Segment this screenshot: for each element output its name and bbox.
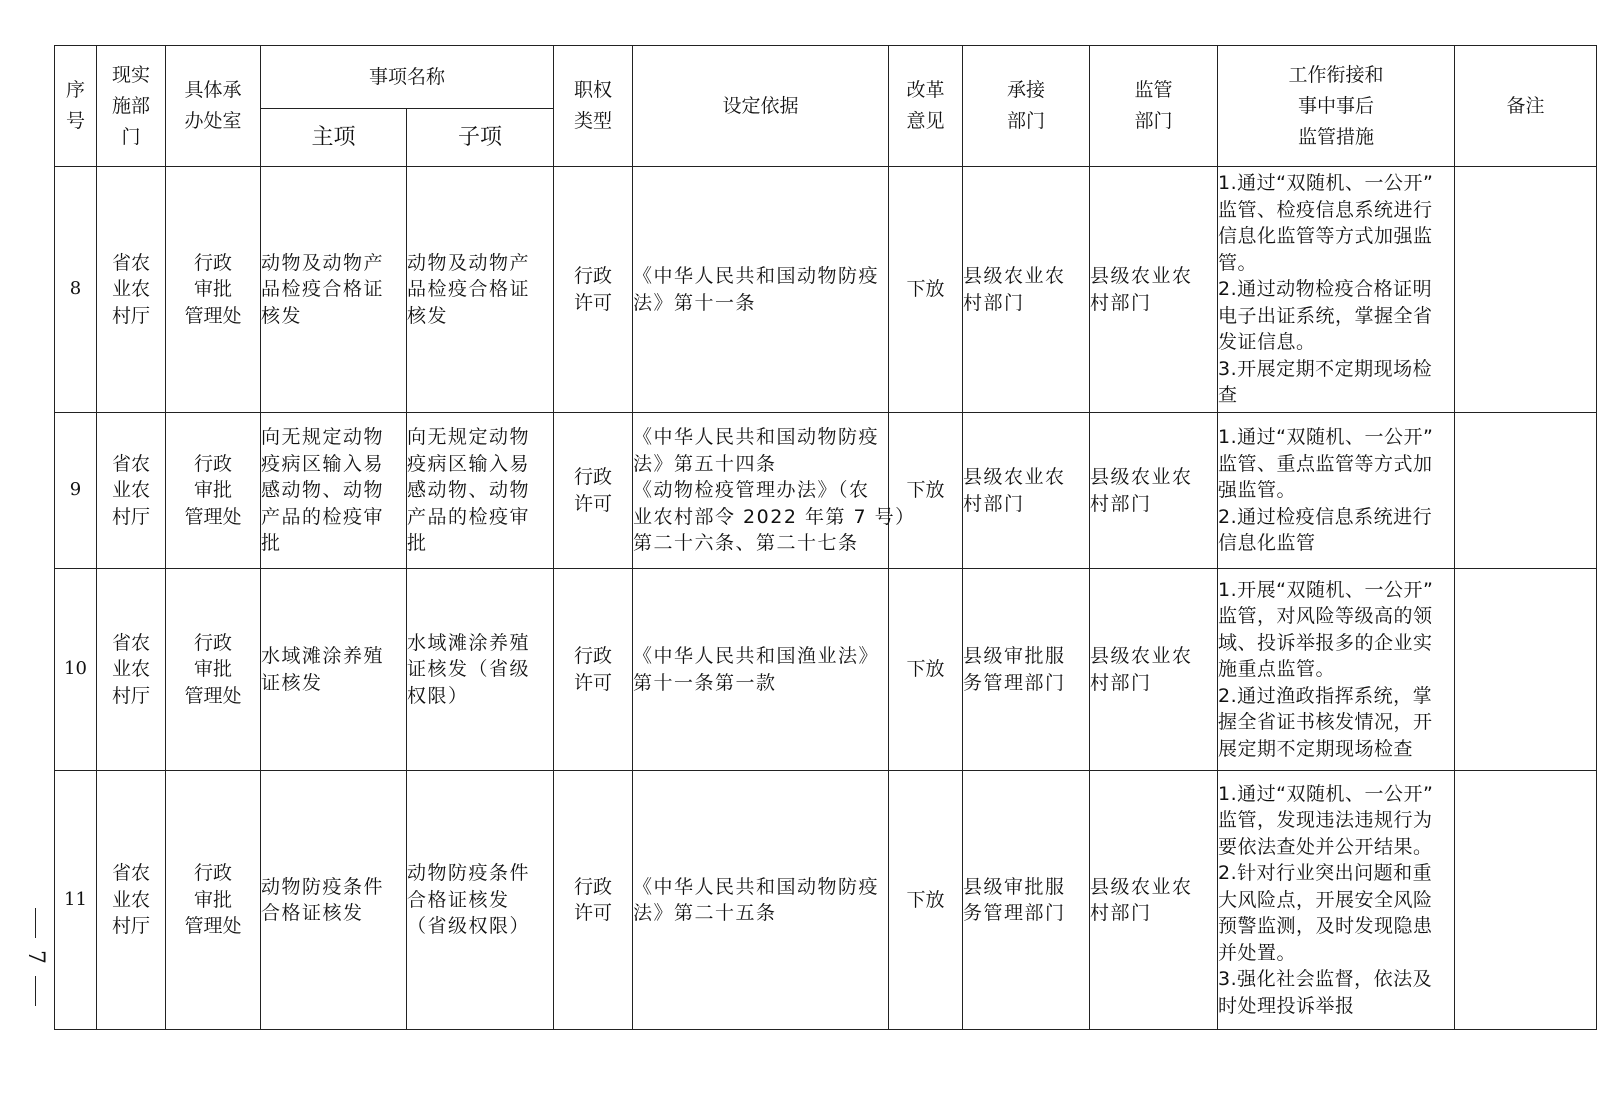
power-type-cell-line: 许可	[574, 291, 613, 314]
dept-cell-line: 村厅	[111, 304, 150, 327]
main-item-cell-line: 品检疫合格证	[261, 278, 385, 301]
sub-item-cell-line: 核发	[407, 304, 449, 327]
main-item-cell-line: 动物及动物产	[261, 251, 385, 274]
seq-cell: 11	[55, 771, 97, 1030]
main-item-cell	[261, 771, 407, 1030]
power-type-cell-line: 行政	[574, 645, 613, 667]
office-cell-line: 管理处	[184, 684, 242, 707]
power-type-cell-line: 许可	[574, 671, 613, 694]
dept-cell	[97, 167, 166, 413]
office-cell-line: 审批	[193, 479, 232, 502]
main-item-cell-line: 疫病区输入易	[261, 452, 385, 475]
header-power-type: 职权 类型	[554, 46, 633, 167]
dept-cell-line: 村厅	[111, 915, 150, 938]
main-item-cell-line: 核发	[261, 304, 303, 327]
supervise-cell-line: 村部门	[1090, 291, 1152, 314]
page-number-dash-bottom	[35, 976, 36, 1006]
sub-item-cell-line: 品检疫合格证	[407, 278, 531, 301]
power-type-cell-line: 许可	[574, 902, 613, 924]
measures-cell-line: 查	[1218, 384, 1238, 407]
main-item-cell-line: 动物防疫条件	[261, 875, 385, 898]
measures-cell-line: 3.强化社会监督，依法及	[1218, 968, 1433, 991]
sub-item-cell-line: 水域滩涂养殖	[407, 631, 531, 654]
basis-cell-line: 法》第十一条	[633, 291, 757, 314]
page-number-value: 7	[23, 950, 48, 964]
seq-cell: 10	[55, 569, 97, 771]
table-row	[55, 569, 1597, 771]
basis-cell-line: 《中华人民共和国渔业法》	[633, 645, 880, 667]
basis-cell-line: 法》第五十四条	[633, 452, 777, 475]
supervise-cell	[1090, 771, 1218, 1030]
power-type-cell	[554, 569, 633, 771]
dept-cell	[97, 569, 166, 771]
main-item-cell-line: 合格证核发	[261, 902, 364, 924]
undertake-cell	[963, 167, 1090, 413]
measures-cell-line: 发证信息。	[1218, 331, 1316, 354]
basis-cell-line: 《中华人民共和国动物防疫	[633, 875, 880, 898]
office-cell-line: 行政	[193, 862, 232, 885]
measures-cell-line: 施重点监管。	[1218, 658, 1336, 681]
basis-cell-line: 业农村部令 2022 年第 7 号）	[633, 505, 916, 528]
header-supervise: 监管 部门	[1090, 46, 1218, 167]
office-cell	[166, 167, 261, 413]
undertake-cell-line: 县级农业农	[963, 466, 1066, 488]
header-basis: 设定依据	[633, 46, 889, 167]
basis-cell	[633, 569, 889, 771]
measures-cell-line: 展定期不定期现场检查	[1218, 737, 1414, 760]
basis-cell-line: 《中华人民共和国动物防疫	[633, 426, 880, 449]
office-cell-line: 管理处	[184, 915, 242, 938]
supervise-cell	[1090, 413, 1218, 569]
reform-cell: 下放	[889, 167, 963, 413]
basis-cell	[633, 413, 916, 569]
page-number	[20, 908, 50, 1006]
header-reform: 改革 意见	[889, 46, 963, 167]
sub-item-cell-line: 动物防疫条件	[407, 862, 531, 885]
measures-cell-line: 监管、检疫信息系统进行	[1218, 198, 1433, 221]
basis-cell-line: 第二十六条、第二十七条	[633, 532, 859, 555]
dept-cell-line: 村厅	[111, 684, 150, 707]
reform-cell: 下放	[889, 413, 963, 569]
undertake-cell-line: 务管理部门	[963, 671, 1066, 694]
supervise-cell-line: 村部门	[1090, 902, 1152, 924]
remarks-cell	[1455, 569, 1597, 771]
supervise-cell-line: 村部门	[1090, 671, 1152, 694]
dept-cell-line: 业农	[111, 658, 150, 681]
main-item-cell-line: 感动物、动物	[261, 479, 385, 502]
office-cell-line: 行政	[193, 452, 232, 475]
basis-cell	[633, 771, 889, 1030]
office-cell	[166, 413, 261, 569]
dept-cell-line: 业农	[111, 278, 150, 301]
seq-cell: 9	[55, 413, 97, 569]
dept-cell-line: 村厅	[111, 505, 150, 528]
supervise-cell	[1090, 569, 1218, 771]
measures-cell-line: 大风险点，开展安全风险	[1218, 888, 1433, 911]
measures-cell-line: 信息化监管	[1218, 532, 1316, 555]
measures-cell-line: 监管，对风险等级高的领	[1218, 605, 1433, 628]
undertake-cell-line: 村部门	[963, 492, 1025, 515]
undertake-cell-line: 村部门	[963, 291, 1025, 314]
header-dept: 现实 施部 门	[97, 46, 166, 167]
undertake-cell-line: 县级审批服	[963, 645, 1066, 667]
measures-cell-line: 3.开展定期不定期现场检	[1218, 357, 1433, 380]
measures-cell-line: 管。	[1218, 251, 1258, 274]
table-row	[55, 413, 1597, 569]
reform-cell: 下放	[889, 569, 963, 771]
power-type-cell-line: 行政	[574, 466, 613, 488]
measures-cell-line: 监管、重点监管等方式加	[1218, 452, 1433, 475]
main-item-cell	[261, 569, 407, 771]
remarks-cell	[1455, 167, 1597, 413]
sub-item-cell	[407, 413, 554, 569]
measures-cell-line: 2.通过动物检疫合格证明	[1218, 278, 1433, 301]
sub-item-cell-line: 权限）	[407, 684, 469, 707]
measures-cell-line: 2.通过渔政指挥系统，掌	[1218, 684, 1433, 707]
undertake-cell-line: 务管理部门	[963, 902, 1066, 924]
dept-cell-line: 业农	[111, 888, 150, 911]
power-type-cell-line: 许可	[574, 492, 613, 515]
measures-cell-line: 电子出证系统，掌握全省	[1218, 304, 1433, 327]
table-header	[55, 46, 1597, 167]
dept-cell-line: 省农	[111, 452, 150, 475]
measures-cell-line: 要依法查处并公开结果。	[1218, 835, 1433, 858]
basis-cell-line: 《中华人民共和国动物防疫	[633, 265, 880, 287]
measures-cell-line: 1.开展“双随机、一公开”	[1218, 578, 1434, 601]
supervise-cell-line: 县级农业农	[1090, 875, 1193, 898]
sub-item-cell-line: 动物及动物产	[407, 251, 531, 274]
basis-cell-line: 第十一条第一款	[633, 671, 777, 694]
measures-cell-line: 1.通过“双随机、一公开”	[1218, 426, 1434, 449]
table-row	[55, 167, 1597, 413]
remarks-cell	[1455, 413, 1597, 569]
power-type-cell	[554, 771, 633, 1030]
header-measures: 工作衔接和 事中事后 监管措施	[1218, 46, 1455, 167]
sub-item-cell-line: 批	[407, 532, 428, 555]
undertake-cell-line: 县级审批服	[963, 875, 1066, 898]
header-sub-item: 子项	[407, 109, 554, 167]
header-seq: 序 号	[55, 46, 97, 167]
office-cell-line: 审批	[193, 888, 232, 911]
main-item-cell-line: 产品的检疫审	[261, 505, 385, 528]
office-cell-line: 管理处	[184, 304, 242, 327]
dept-cell-line: 业农	[111, 479, 150, 502]
seq-cell: 8	[55, 167, 97, 413]
office-cell-line: 行政	[193, 251, 232, 274]
sub-item-cell-line: 产品的检疫审	[407, 505, 531, 528]
main-item-cell-line: 批	[261, 532, 282, 555]
measures-cell-line: 握全省证书核发情况，开	[1218, 711, 1433, 734]
table-body	[55, 167, 1597, 1030]
main-item-cell-line: 向无规定动物	[261, 426, 385, 449]
remarks-cell	[1455, 771, 1597, 1030]
supervise-cell-line: 县级农业农	[1090, 645, 1193, 667]
sub-item-cell	[407, 167, 554, 413]
sub-item-cell-line: 证核发（省级	[407, 658, 531, 681]
measures-cell	[1218, 771, 1455, 1030]
header-office: 具体承 办处室	[166, 46, 261, 167]
table-row	[55, 771, 1597, 1030]
measures-cell-line: 信息化监管等方式加强监	[1218, 225, 1433, 248]
measures-cell-line: 1.通过“双随机、一公开”	[1218, 782, 1434, 805]
measures-cell-line: 并处置。	[1218, 941, 1297, 964]
dept-cell	[97, 771, 166, 1030]
office-cell	[166, 569, 261, 771]
supervise-cell-line: 村部门	[1090, 492, 1152, 515]
measures-cell-line: 预警监测，及时发现隐患	[1218, 915, 1433, 938]
header-item-name: 事项名称	[261, 46, 554, 109]
dept-cell-line: 省农	[111, 631, 150, 654]
measures-cell-line: 域、投诉举报多的企业实	[1218, 631, 1433, 654]
measures-cell-line: 2.针对行业突出问题和重	[1218, 862, 1433, 885]
header-main-item: 主项	[261, 109, 407, 167]
sub-item-cell-line: （省级权限）	[407, 915, 531, 938]
power-type-cell	[554, 167, 633, 413]
dept-cell-line: 省农	[111, 251, 150, 274]
measures-cell-line: 2.通过检疫信息系统进行	[1218, 505, 1433, 528]
measures-cell	[1218, 413, 1455, 569]
supervise-cell	[1090, 167, 1218, 413]
measures-cell-line: 1.通过“双随机、一公开”	[1218, 172, 1434, 195]
main-item-cell-line: 水域滩涂养殖	[261, 645, 385, 667]
power-type-cell	[554, 413, 633, 569]
dept-cell-line: 省农	[111, 862, 150, 885]
undertake-cell	[963, 771, 1090, 1030]
header-remarks: 备注	[1455, 46, 1597, 167]
main-item-cell-line: 证核发	[261, 671, 323, 694]
sub-item-cell-line: 向无规定动物	[407, 426, 531, 449]
measures-cell	[1218, 569, 1455, 771]
undertake-cell	[963, 569, 1090, 771]
office-cell-line: 审批	[193, 278, 232, 301]
supervise-cell-line: 县级农业农	[1090, 466, 1193, 488]
sub-item-cell	[407, 771, 554, 1030]
office-cell	[166, 771, 261, 1030]
sub-item-cell-line: 感动物、动物	[407, 479, 531, 502]
undertake-cell	[963, 413, 1090, 569]
measures-cell	[1218, 167, 1455, 413]
sub-item-cell-line: 疫病区输入易	[407, 452, 531, 475]
supervise-cell-line: 县级农业农	[1090, 265, 1193, 287]
measures-cell-line: 监管，发现违法违规行为	[1218, 809, 1433, 832]
undertake-cell-line: 县级农业农	[963, 265, 1066, 287]
page-number-dash-top	[35, 908, 36, 938]
power-type-cell-line: 行政	[574, 875, 613, 898]
office-cell-line: 审批	[193, 658, 232, 681]
sub-item-cell	[407, 569, 554, 771]
basis-cell-line: 法》第二十五条	[633, 902, 777, 924]
dept-cell	[97, 413, 166, 569]
measures-cell-line: 强监管。	[1218, 479, 1297, 502]
main-item-cell	[261, 167, 407, 413]
office-cell-line: 行政	[193, 631, 232, 654]
reform-cell: 下放	[889, 771, 963, 1030]
header-undertake: 承接 部门	[963, 46, 1090, 167]
matters-table	[54, 45, 1597, 1030]
office-cell-line: 管理处	[184, 505, 242, 528]
basis-cell	[633, 167, 889, 413]
basis-cell-line: 《动物检疫管理办法》（农	[633, 479, 870, 502]
main-item-cell	[261, 413, 407, 569]
power-type-cell-line: 行政	[574, 265, 613, 287]
measures-cell-line: 时处理投诉举报	[1218, 994, 1355, 1017]
sub-item-cell-line: 合格证核发	[407, 888, 510, 911]
